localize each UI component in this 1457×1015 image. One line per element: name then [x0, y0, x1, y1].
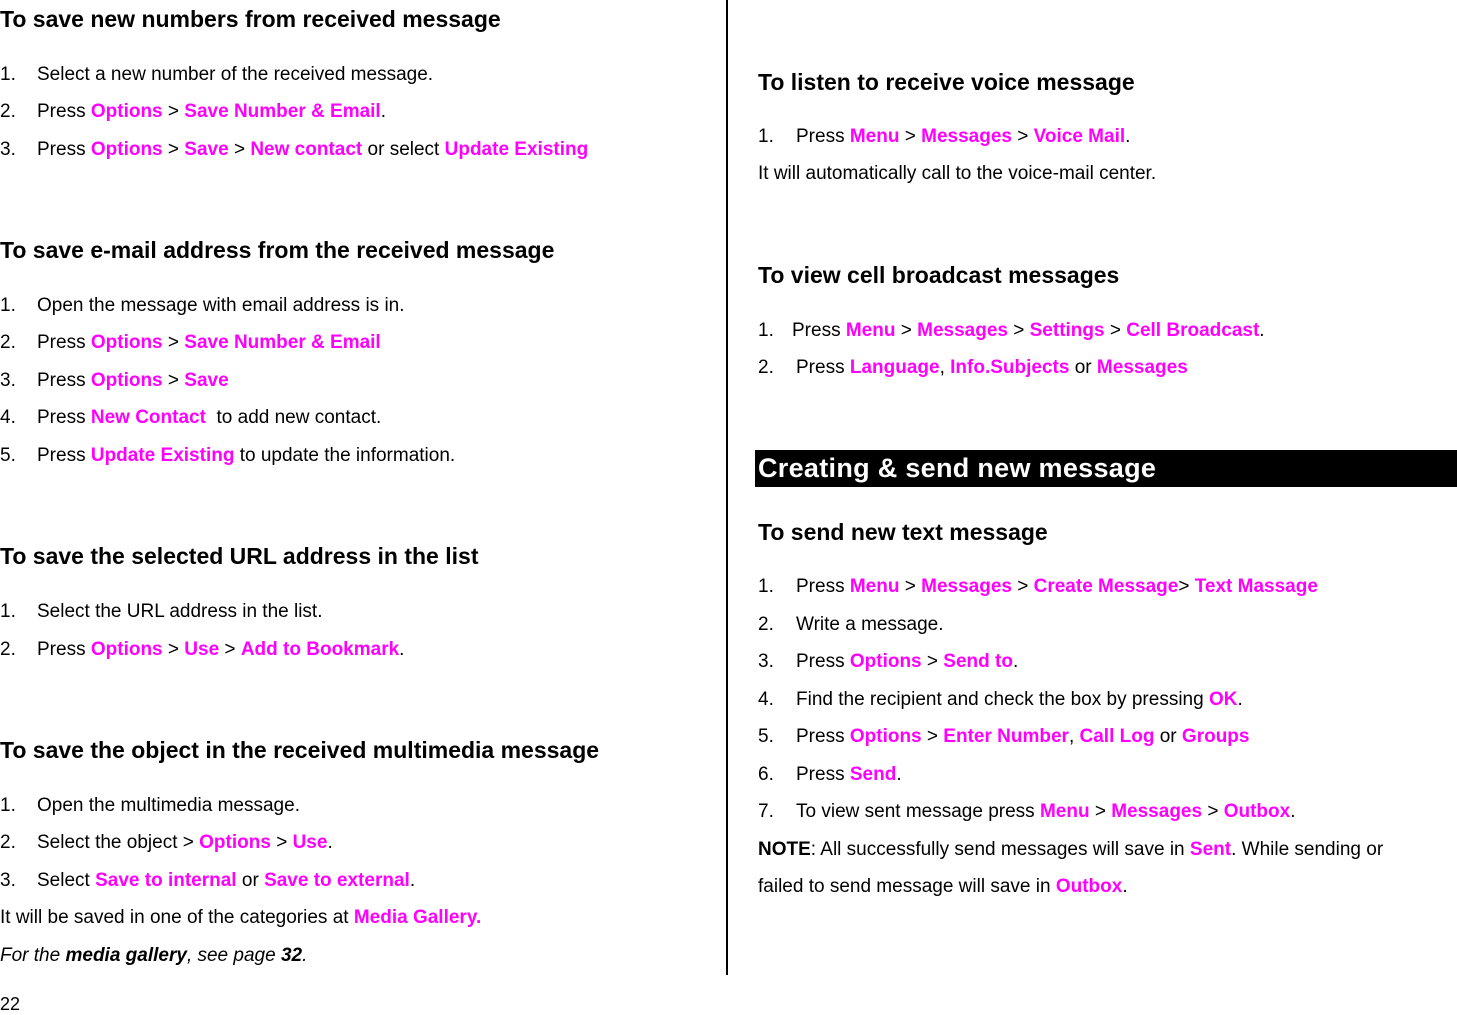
step: 2. Press Options > Save Number & Email [0, 332, 381, 353]
heading-send-text: To send new text message [758, 519, 1048, 545]
step: 6. Press Send. [758, 764, 902, 785]
step: 1. Select the URL address in the list. [0, 601, 323, 622]
heading-save-url: To save the selected URL address in the list [0, 543, 479, 569]
step: 2. Press Options > Save Number & Email. [0, 101, 386, 122]
step: 2. Write a message. [758, 614, 944, 635]
step: 1. Press Menu > Messages > Settings > Cell Broadcast. [758, 320, 1265, 341]
step: 3. Press Options > Send to. [758, 651, 1019, 672]
note-media-gallery: It will be saved in one of the categories at Media Gallery. [0, 907, 482, 928]
step: 1. Select a new number of the received message. [0, 64, 434, 85]
heading-voice-message: To listen to receive voice message [758, 69, 1135, 95]
step: 4. Find the recipient and check the box by pressing OK. [758, 689, 1243, 710]
page-number: 22 [0, 994, 21, 1014]
step: 1. Press Menu > Messages > Voice Mail. [758, 126, 1131, 147]
page-reference: For the media gallery, see page 32. [0, 945, 308, 966]
step: 1. Open the message with email address is in. [0, 295, 405, 316]
step: 7. To view sent message press Menu > Messages > Outbox. [758, 801, 1296, 822]
step: 2. Select the object > Options > Use. [0, 832, 333, 853]
step: 2. Press Options > Use > Add to Bookmark. [0, 639, 405, 660]
column-divider [726, 0, 728, 975]
step: 1. Press Menu > Messages > Create Message> Text Massage [758, 576, 1318, 597]
heading-save-email: To save e-mail address from the received message [0, 237, 555, 263]
step: 3. Select Save to internal or Save to external. [0, 870, 416, 891]
step: 5. Press Options > Enter Number, Call Log or Groups [758, 726, 1250, 747]
step: 3. Press Options > Save > New contact or select Update Existing [0, 139, 589, 160]
note-voice-mail: It will automatically call to the voice-mail center. [758, 163, 1157, 184]
section-banner: Creating & send new message [755, 450, 1457, 487]
heading-save-numbers: To save new numbers from received message [0, 6, 501, 32]
note-line-1: NOTE: All successfully send messages will save in Sent. While sending or [758, 839, 1384, 860]
step: 4. Press New Contact to add new contact. [0, 407, 382, 428]
step: 1. Open the multimedia message. [0, 795, 300, 816]
note-line-2: failed to send message will save in Outbox. [758, 876, 1128, 897]
step: 2. Press Language, Info.Subjects or Messages [758, 357, 1188, 378]
step: 3. Press Options > Save [0, 370, 229, 391]
heading-cell-broadcast: To view cell broadcast messages [758, 262, 1120, 288]
heading-save-object: To save the object in the received multimedia message [0, 737, 600, 763]
step: 5. Press Update Existing to update the information. [0, 445, 456, 466]
